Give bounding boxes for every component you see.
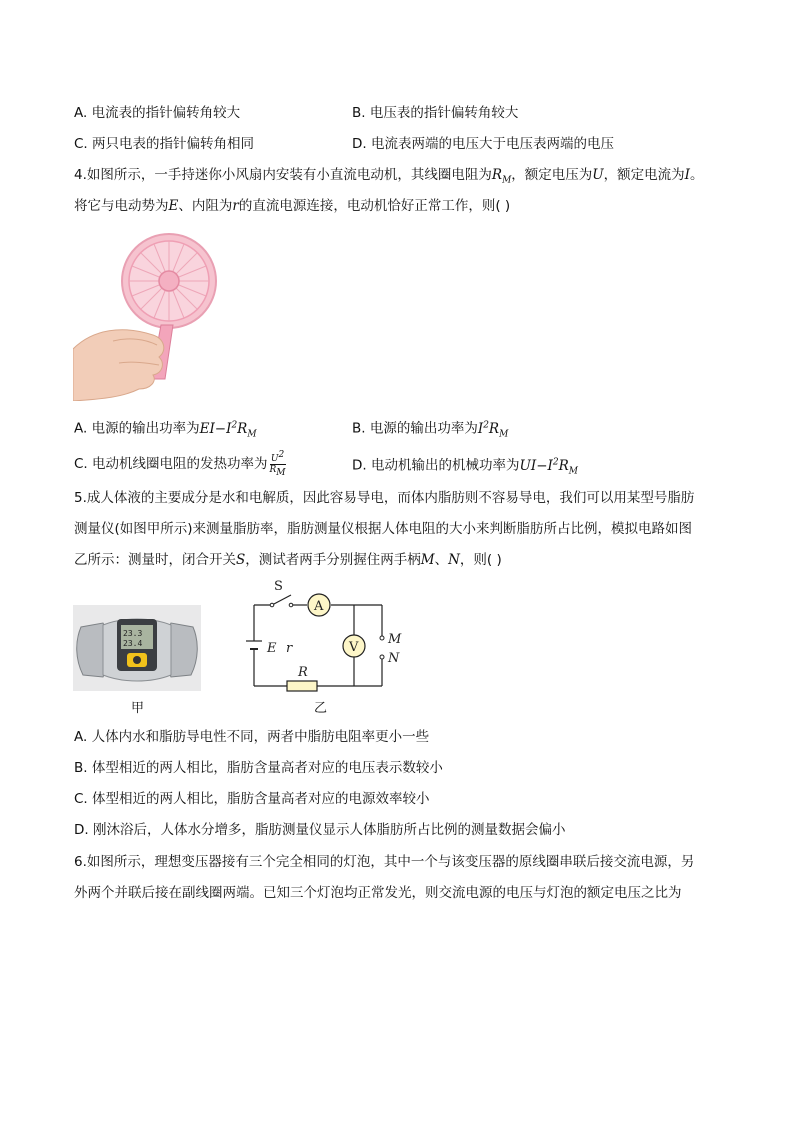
voltmeter-label: V <box>349 640 359 655</box>
lcd-line1: 23.3 <box>123 629 143 638</box>
caption-jia: 甲 <box>131 701 145 716</box>
fat-analyzer-image <box>73 605 201 691</box>
q4-stem-line1: 4.如图所示，一手持迷你小风扇内安装有小直流电动机，其线圈电阻为$R_M$，额定电压为U，额定电流为I。 <box>74 167 704 186</box>
q5-option-a: A. 人体内水和脂肪导电性不同，两者中脂肪电阻率更小一些 <box>74 729 430 745</box>
q4-number: 4. <box>74 167 87 183</box>
fan-head <box>122 234 216 328</box>
emf-label: E <box>267 641 277 656</box>
q5-option-b: B. 体型相近的两人相比，脂肪含量高者对应的电压表示数较小 <box>74 760 443 776</box>
q4-option-b: B. 电源的输出功率为$I^2R_M$ <box>352 420 509 440</box>
ammeter-label: A <box>314 599 324 614</box>
symbol-rm: $R_M$ <box>491 167 512 186</box>
resistor-label: R <box>298 665 308 680</box>
terminal-m-label: M <box>388 632 402 647</box>
switch-label: S <box>274 579 283 594</box>
q5-stem-line2: 测量仪(如图甲所示)来测量脂肪率，脂肪测量仪根据人体电阻的大小来判断脂肪所占比例，模拟电路如图 <box>74 521 693 537</box>
q4-option-c: C. 电动机线圈电阻的发热功率为 $\frac{U^2}{R_M}$ <box>74 450 286 478</box>
q6-stem-line1: 6.如图所示，理想变压器接有三个完全相同的灯泡，其中一个与该变压器的原线圈串联后接交流电源，另 <box>74 854 695 870</box>
caption-yi: 乙 <box>314 701 328 716</box>
q3-option-a: A. 电流表的指针偏转角较大 <box>74 105 241 121</box>
q5-option-d: D. 刚沐浴后，人体水分增多，脂肪测量仪显示人体脂肪所占比例的测量数据会偏小 <box>74 822 566 838</box>
terminal-n-label: N <box>388 651 400 666</box>
q4-option-d: D. 电动机输出的机械功率为$UI-I^2R_M$ <box>352 457 578 477</box>
q5-stem-line3: 乙所示：测量时，闭合开关S，测试者两手分别握住两手柄M、N，则( ) <box>74 552 502 568</box>
fraction-u2-over-rm: $\frac{U^2}{R_M}$ <box>269 450 286 478</box>
circuit-diagram <box>236 575 426 695</box>
mini-fan-image <box>73 229 225 401</box>
q3-option-b: B. 电压表的指针偏转角较大 <box>352 105 519 121</box>
q5-stem-line1: 5.成人体液的主要成分是水和电解质，因此容易导电，而体内脂肪则不容易导电，我们可以用某型号脂肪 <box>74 490 695 506</box>
internal-resistance-label: r <box>286 641 293 656</box>
q5-option-c: C. 体型相近的两人相比，脂肪含量高者对应的电源效率较小 <box>74 791 430 807</box>
q4-stem-line2: 将它与电动势为E、内阻为r的直流电源连接，电动机恰好正常工作，则( ) <box>74 198 511 214</box>
lcd-line2: 23.4 <box>123 639 143 648</box>
q3-option-d: D. 电流表两端的电压大于电压表两端的电压 <box>352 136 614 152</box>
q4-option-a: A. 电源的输出功率为$EI-I^2R_M$ <box>74 420 257 440</box>
q3-option-c: C. 两只电表的指针偏转角相同 <box>74 136 255 152</box>
q6-stem-line2: 外两个并联后接在副线圈两端。已知三个灯泡均正常发光，则交流电源的电压与灯泡的额定电压之比为 <box>74 885 682 901</box>
